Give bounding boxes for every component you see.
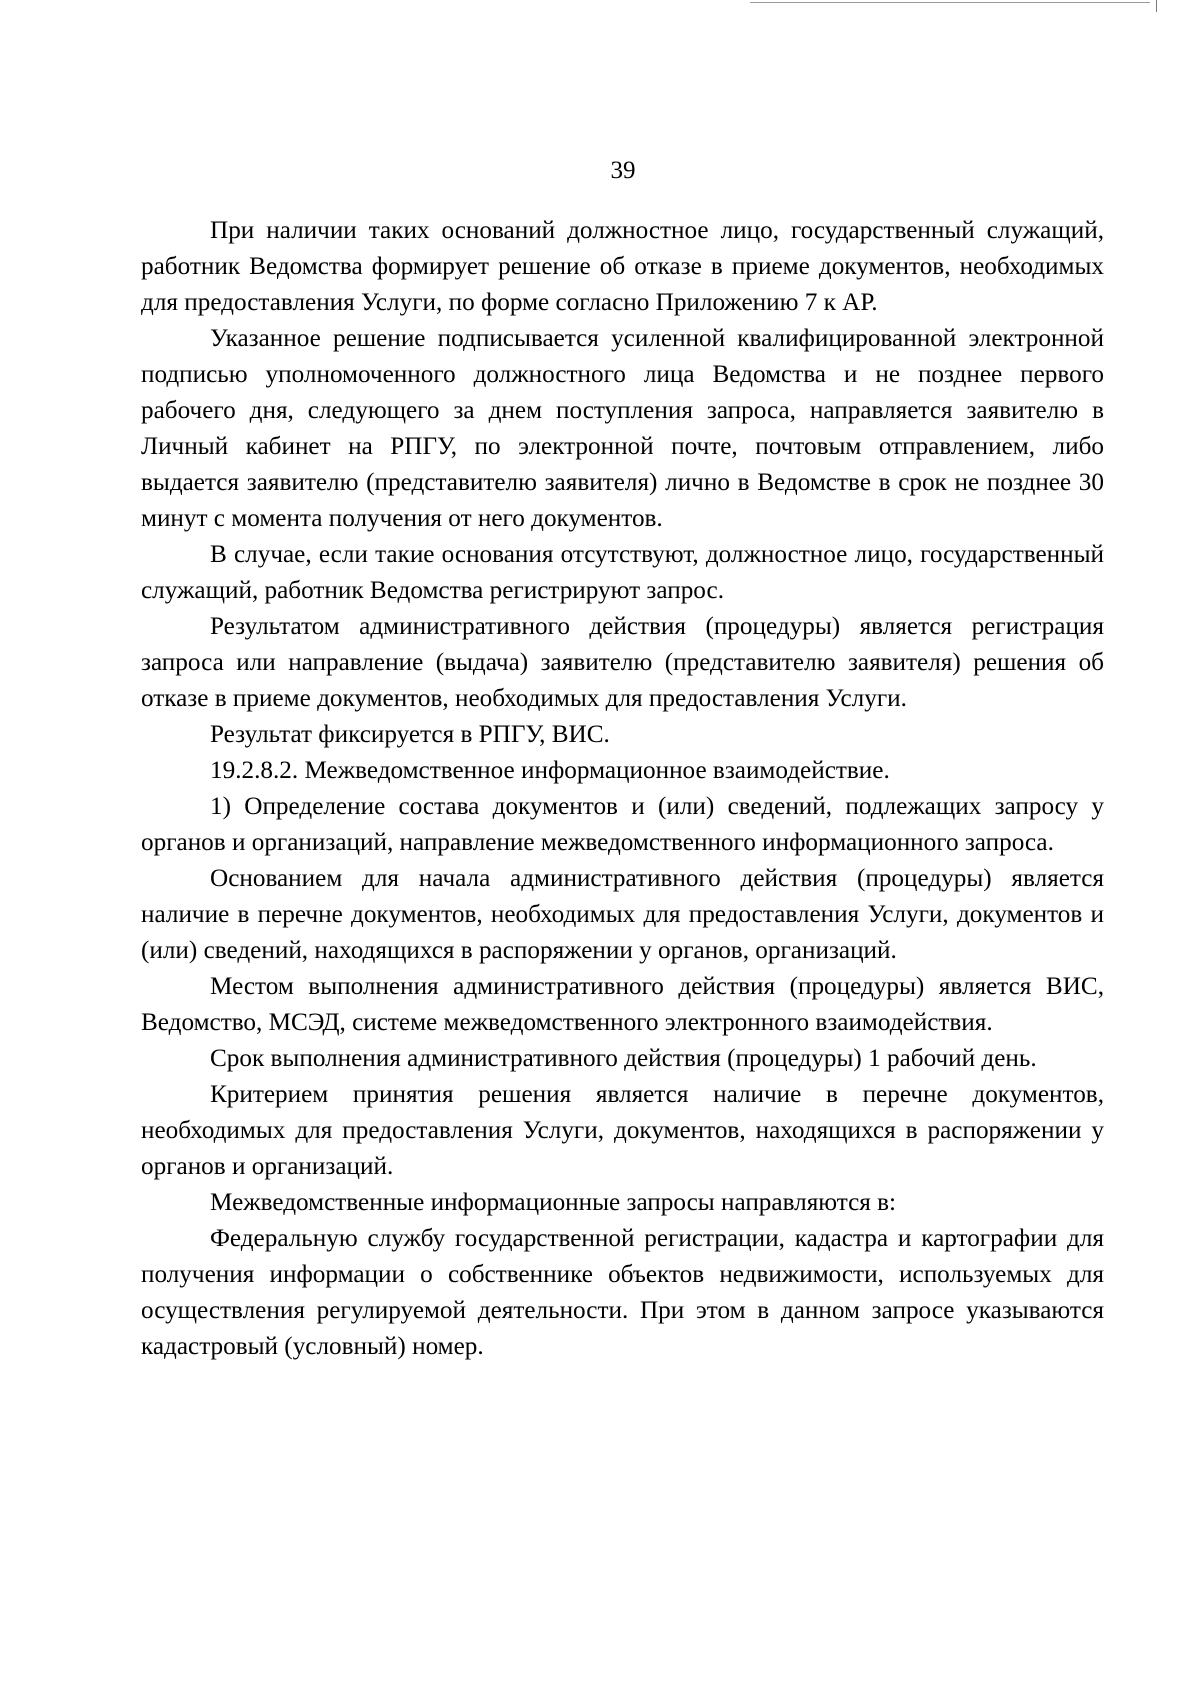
paragraph-requests-sent: Межведомственные информационные запросы направляются в: (210, 1189, 897, 1216)
section-heading-19-2-8-2: 19.2.8.2. Межведомственное информационное взаимодействие. (210, 757, 890, 784)
paragraph-item-1: 1) Определение состава документов и (или) сведений, подлежащих запросу у органов и организаций, направление межведомственного информационного запроса. (141, 793, 1104, 856)
paragraph-no-grounds: В случае, если такие основания отсутствуют, должностное лицо, государственный служащий, работник Ведомства регистрируют запрос. (141, 541, 1104, 604)
paragraph-result-recorded: Результат фиксируется в РПГУ, ВИС. (210, 721, 610, 748)
document-body (141, 213, 1104, 1365)
paragraph-rosreestr: Федеральную службу государственной регистрации, кадастра и картографии для получения информации о собственнике объектов недвижимости, используемых для осуществления регулируемой деятельности. При этом в данном запросе указываются кадастровый (условный) номер. (141, 1225, 1104, 1360)
paragraph-refusal-decision: При наличии таких оснований должностное лицо, государственный служащий, работник Ведомства формирует решение об отказе в приеме документов, необходимых для предоставления Услуги, по форме согласно Приложению 7 к АР. (141, 217, 1104, 316)
paragraph-basis: Основанием для начала административного действия (процедуры) является наличие в перечне документов, необходимых для предоставления Услуги, документов и (или) сведений, находящихся в распоряжении у органов, организаций. (141, 865, 1104, 964)
paragraph-action-result: Результатом административного действия (процедуры) является регистрация запроса или направление (выдача) заявителю (представителю заявителя) решения об отказе в приеме документов, необходимых для предоставления Услуги. (141, 613, 1104, 712)
scan-top-edge-tick (1156, 0, 1157, 12)
paragraph-decision-signing: Указанное решение подписывается усиленной квалифицированной электронной подписью уполномоченного должностного лица Ведомства и не позднее первого рабочего дня, следующего за днем поступления запроса, направляется заявителю в Личный кабинет на РПГУ, по электронной почте, почтовым отправлением, либо выдается заявителю (представителю заявителя) лично в Ведомстве в срок не позднее 30 минут с момента получения от него документов. (141, 325, 1104, 532)
paragraph-term: Срок выполнения административного действия (процедуры) 1 рабочий день. (210, 1045, 1037, 1072)
paragraph-place: Местом выполнения административного действия (процедуры) является ВИС, Ведомство, МСЭД, системе межведомственного электронного взаимодействия. (141, 973, 1104, 1036)
paragraph-criterion: Критерием принятия решения является наличие в перечне документов, необходимых для предоставления Услуги, документов, находящихся в распоряжении у органов и организаций. (141, 1081, 1104, 1180)
page-number: 39 (610, 157, 636, 184)
scan-top-edge-line (750, 2, 1150, 3)
